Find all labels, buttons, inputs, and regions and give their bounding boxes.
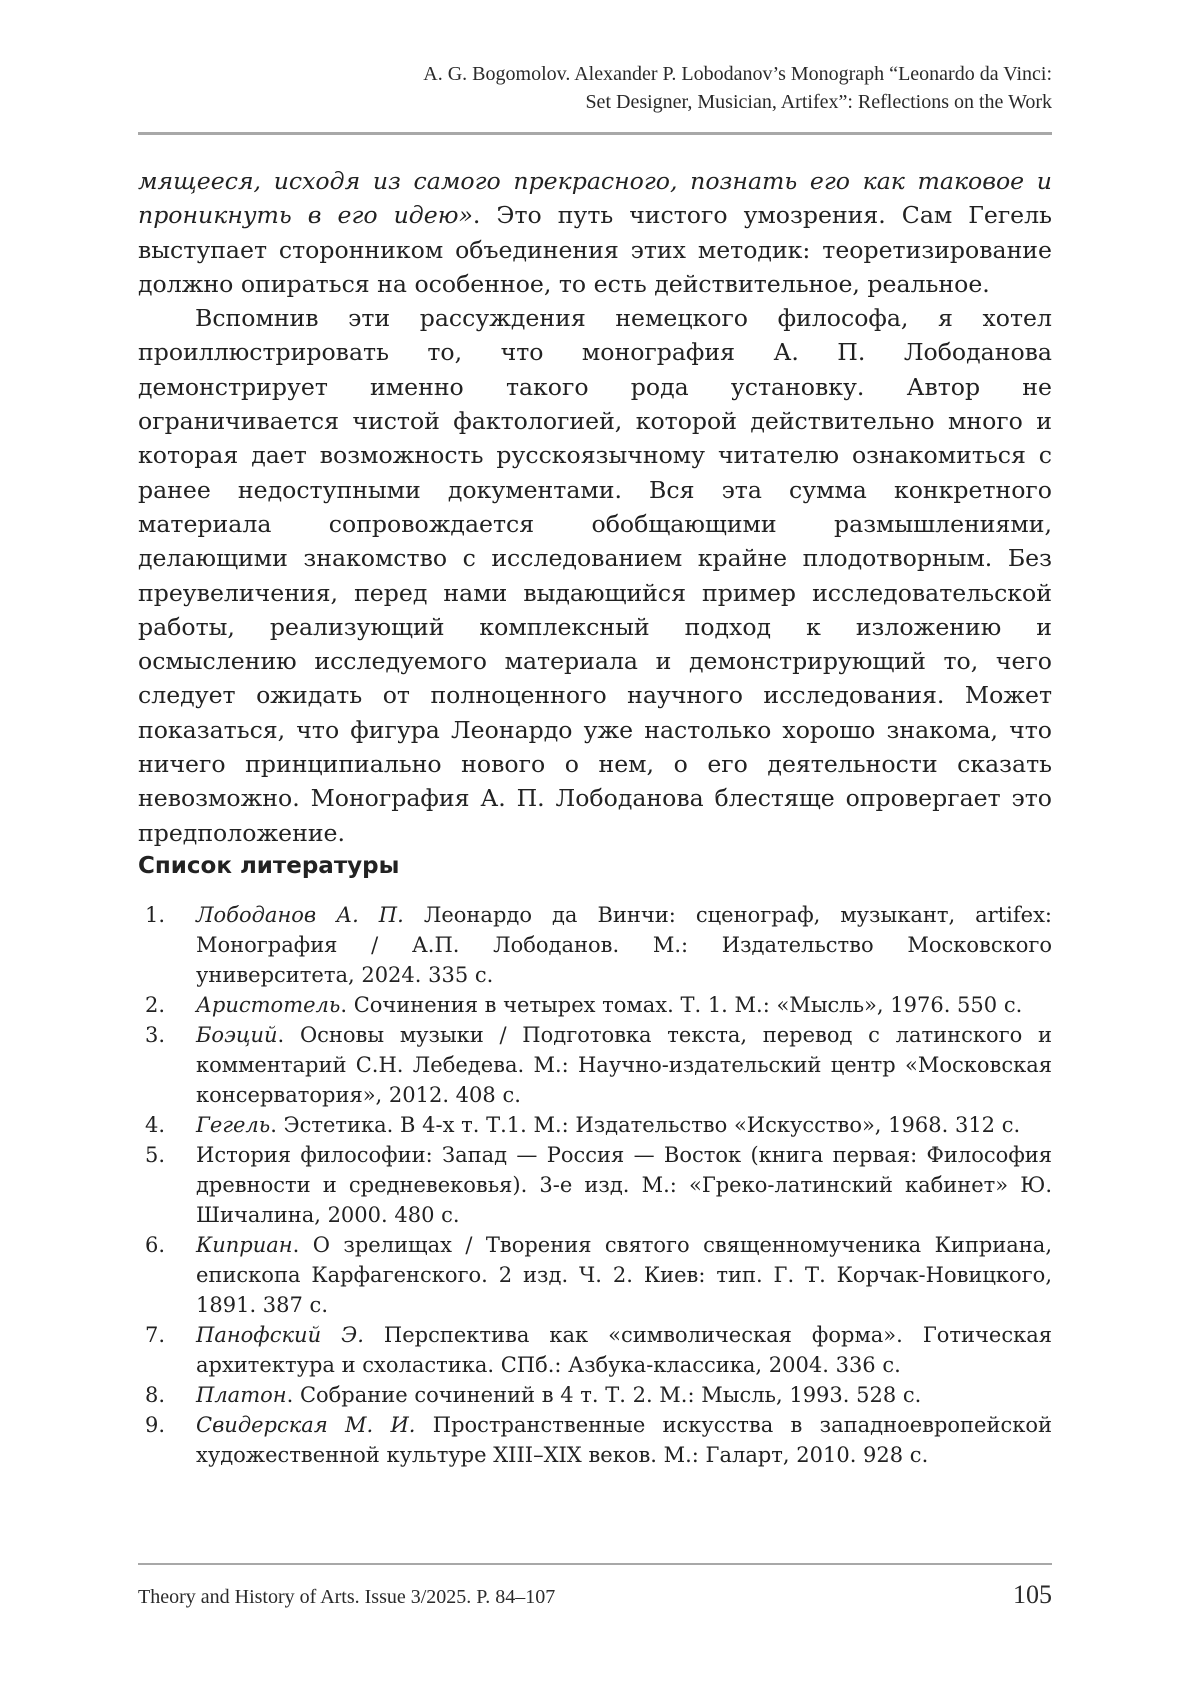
paragraph-1 — [138, 164, 1052, 301]
bibliography-heading: Список литературы — [138, 853, 400, 879]
item-author: Платон — [196, 1383, 287, 1407]
bibliography-item — [138, 1020, 1052, 1110]
bibliography-item — [138, 1230, 1052, 1320]
journal-citation: Theory and History of Arts. Issue 3/2025. P. 84–107 — [138, 1586, 556, 1608]
item-number: 2. — [145, 993, 166, 1017]
item-author: Лободанов А. П. — [196, 903, 404, 927]
item-author: Аристотель — [196, 993, 341, 1017]
item-text: . Основы музыки / Подготовка текста, перевод с латинского и комментарий С.Н. Лебедева. М.: Научно-издательский центр «Московская консерватория», 2012. 408 с. — [196, 1023, 1052, 1107]
item-number: 3. — [145, 1023, 166, 1047]
bibliography-list — [138, 900, 1052, 1470]
running-header — [138, 60, 1052, 116]
paragraph-2: Вспомнив эти рассуждения немецкого философа, я хотел проиллюстрировать то, что монография А. П. Лободанова демонстрирует именно такого рода установку. Автор не ограничивается чистой фактологией, которой действительно много и которая дает возможность русскоязычному читателю ознакомиться с ранее недоступными документами. Вся эта сумма конкретного материала сопровождается обобщающими размышлениями, делающими знакомство с исследованием крайне плодотворным. Без преувеличения, перед нами выдающийся пример исследовательской работы, реализующий комплексный подход к изложению и осмыслению исследуемого материала и демонстрирующий то, чего следует ожидать от полноценного научного исследования. Может показаться, что фигура Леонардо уже настолько хорошо знакома, что ничего принципиально нового о нем, о его деятельности сказать невозможно. Монография А. П. Лободанова блестяще опровергает это предположение. — [138, 304, 1052, 847]
item-author: Свидерская М. И. — [196, 1413, 416, 1437]
running-header-line-1: A. G. Bogomolov. Alexander P. Lobodanov’s Monograph “Leonardo da Vinci: — [423, 63, 1052, 85]
item-text: Леонардо да Винчи: сценограф, музыкант, artifex: Монография / А.П. Лободанов. М.: Издательство Московского университета, 2024. 335 с. — [196, 903, 1052, 987]
item-author: Киприан — [196, 1233, 293, 1257]
header-divider — [138, 132, 1052, 135]
item-text: . Сочинения в четырех томах. Т. 1. М.: «Мысль», 1976. 550 с. — [340, 993, 1023, 1017]
item-number: 7. — [145, 1323, 166, 1347]
item-number: 5. — [145, 1143, 166, 1167]
item-number: 1. — [145, 903, 166, 927]
page-number: 105 — [1013, 1580, 1052, 1609]
bibliography-item — [138, 1140, 1052, 1230]
bibliography-item — [138, 1410, 1052, 1470]
item-text: . Собрание сочинений в 4 т. Т. 2. М.: Мысль, 1993. 528 с. — [286, 1383, 922, 1407]
bibliography-item — [138, 900, 1052, 990]
bibliography-item — [138, 1380, 1052, 1410]
item-author: Панофский Э. — [196, 1323, 364, 1347]
bibliography-item — [138, 1110, 1052, 1140]
item-number: 4. — [145, 1113, 166, 1137]
bibliography-item — [138, 1320, 1052, 1380]
footer-divider — [138, 1563, 1052, 1565]
item-text: . О зрелищах / Творения святого священномученика Киприана, епископа Карфагенского. 2 изд. Ч. 2. Киев: тип. Г. Т. Корчак-Новицкого, 1891. 387 с. — [196, 1233, 1052, 1317]
item-text: История философии: Запад — Россия — Восток (книга первая: Философия древности и средневековья). 3-е изд. М.: «Греко-латинский кабинет» Ю. Шичалина, 2000. 480 с. — [196, 1143, 1052, 1227]
bibliography-item — [138, 990, 1052, 1020]
quote-italic: мящееся, исходя из самого прекрасного, познать его как таковое и проникнуть в его идею» — [138, 167, 1052, 230]
item-text: . Эстетика. В 4-х т. Т.1. М.: Издательство «Искусство», 1968. 312 с. — [270, 1113, 1021, 1137]
running-header-line-2: Set Designer, Musician, Artifex”: Reflections on the Work — [585, 91, 1052, 113]
item-text: Пространственные искусства в западноевропейской художественной культуре XIII–XIX веков. М.: Галарт, 2010. 928 с. — [196, 1413, 1052, 1467]
paragraph-1-rest: . Это путь чистого умозрения. Сам Гегель выступает сторонником объединения этих методик: теоретизирование должно опираться на особенное, то есть действительное, реальное. — [138, 201, 1052, 298]
item-author: Гегель — [196, 1113, 271, 1137]
item-author: Боэций — [196, 1023, 278, 1047]
item-number: 9. — [145, 1413, 166, 1437]
main-text — [138, 164, 1052, 850]
item-number: 8. — [145, 1383, 166, 1407]
item-text: Перспектива как «символическая форма». Готическая архитектура и схоластика. СПб.: Азбука-классика, 2004. 336 с. — [196, 1323, 1052, 1377]
item-number: 6. — [145, 1233, 166, 1257]
